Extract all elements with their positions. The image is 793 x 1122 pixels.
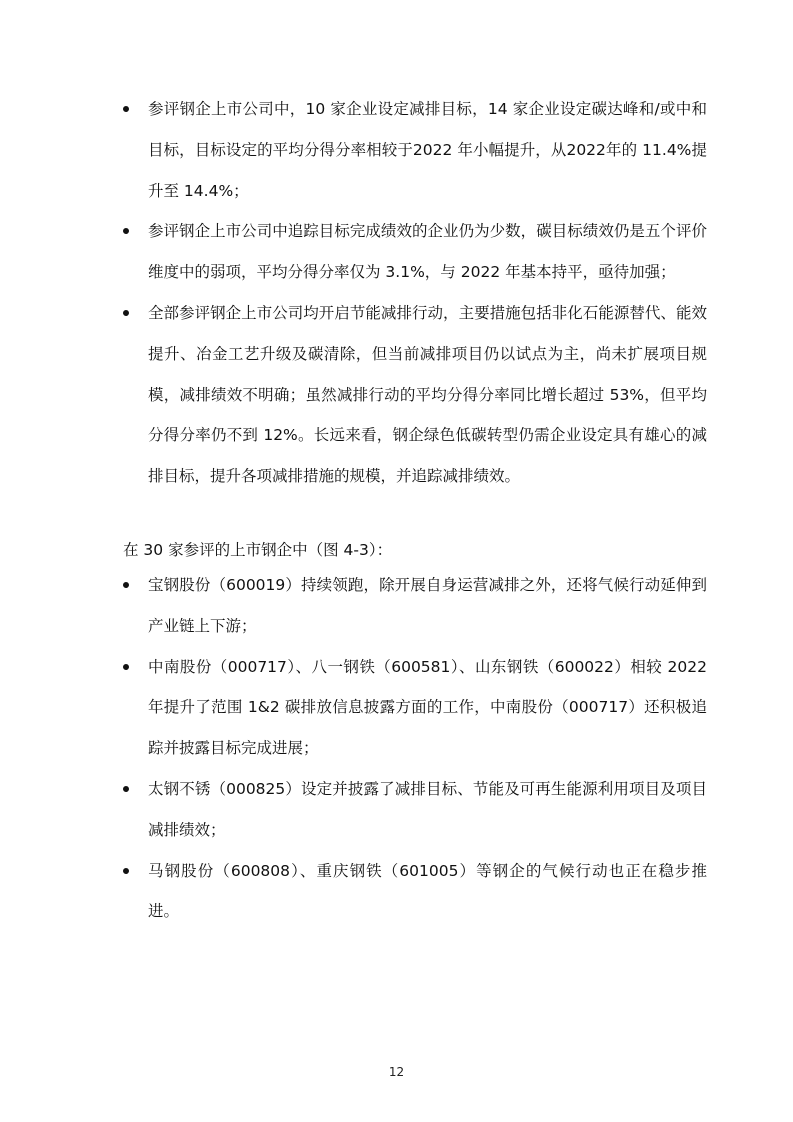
bullet-dot-icon — [123, 868, 129, 874]
bullet-dot-icon — [123, 664, 129, 670]
bullet-text: 太钢不锈（000825）设定并披露了减排目标、节能及可再生能源利用项目及项目减排绩效； — [148, 779, 707, 839]
bullet-text: 马钢股份（600808）、重庆钢铁（601005）等钢企的气候行动也正在稳步推进。 — [148, 861, 707, 921]
bullet-dot-icon — [123, 786, 129, 792]
bullet-dot-icon — [123, 582, 129, 588]
list-item — [0, 211, 793, 293]
intro-paragraph: 在 30 家参评的上市钢企中（图 4-3）： — [123, 541, 393, 559]
bullet-text: 参评钢企上市公司中追踪目标完成绩效的企业仍为少数，碳目标绩效仍是五个评价维度中的弱项，平均分得分率仅为 3.1%，与 2022 年基本持平，亟待加强； — [148, 222, 707, 282]
bullet-text: 全部参评钢企上市公司均开启节能减排行动，主要措施包括非化石能源替代、能效提升、冶金工艺升级及碳清除，但当前减排项目仍以试点为主，尚未扩展项目规模，减排绩效不明确；虽然减排行动的平均分得分率同比增长超过 53%，但平均分得分率仍不到 12%。长远来看，钢企绿色低碳转型仍需企业设定具有雄心的减排目标，提升各项减排措施的规模，并追踪减排绩效。 — [148, 303, 707, 486]
company-bullet-list — [0, 565, 793, 932]
bullet-text: 参评钢企上市公司中，10 家企业设定减排目标，14 家企业设定碳达峰和/或中和目标，目标设定的平均分得分率相较于2022 年小幅提升，从2022年的 11.4%提升至 14.4%； — [148, 100, 707, 200]
list-item — [0, 565, 793, 647]
list-item — [0, 851, 793, 933]
page-number: 12 — [388, 1065, 405, 1079]
list-item — [0, 769, 793, 851]
bullet-dot-icon — [123, 228, 129, 234]
bullet-dot-icon — [123, 106, 129, 112]
list-item — [0, 89, 793, 211]
bullet-dot-icon — [123, 310, 129, 316]
findings-bullet-list — [0, 89, 793, 497]
bullet-text: 宝钢股份（600019）持续领跑，除开展自身运营减排之外，还将气候行动延伸到产业链上下游； — [148, 576, 707, 635]
bullet-text: 中南股份（000717）、八一钢铁（600581）、山东钢铁（600022）相较 2022 年提升了范围 1&2 碳排放信息披露方面的工作，中南股份（000717）还积极追踪并披露目标完成进展； — [148, 657, 707, 758]
list-item — [0, 293, 793, 497]
list-item — [0, 647, 793, 769]
